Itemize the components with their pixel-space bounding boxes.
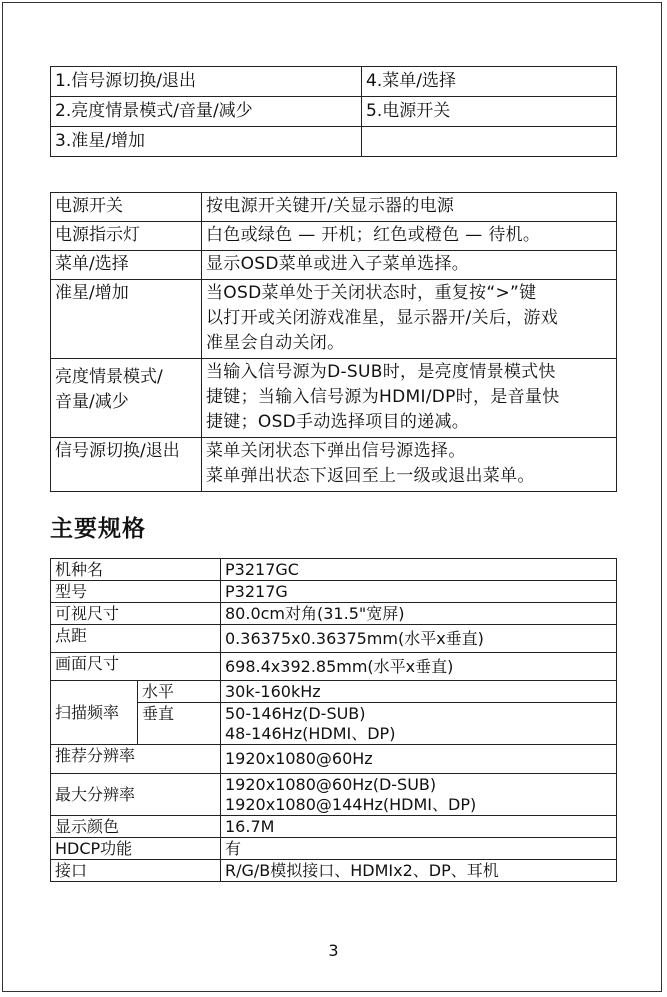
spec-value: 1920x1080@60Hz bbox=[221, 745, 617, 774]
table-row bbox=[51, 127, 617, 157]
table-row bbox=[51, 774, 617, 816]
specs-table bbox=[50, 558, 617, 882]
function-name: 准星/增加 bbox=[51, 280, 202, 359]
spec-value: P3217G bbox=[221, 581, 617, 603]
table-row bbox=[51, 438, 617, 492]
page-number: 3 bbox=[328, 941, 339, 960]
spec-label: 接口 bbox=[51, 860, 221, 882]
spec-value: 80.0cm对角(31.5"宽屏) bbox=[221, 603, 617, 625]
function-desc: 当OSD菜单处于关闭状态时，重复按“>”键 以打开或关闭游戏准星，显示器开/关后，游戏 准星会自动关闭。 bbox=[202, 280, 617, 359]
spec-label: 型号 bbox=[51, 581, 221, 603]
table-row bbox=[51, 559, 617, 581]
section-heading: 主要规格 bbox=[50, 516, 146, 542]
function-name: 菜单/选择 bbox=[51, 251, 202, 280]
function-desc: 显示OSD菜单或进入子菜单选择。 bbox=[202, 251, 617, 280]
spec-label: 可视尺寸 bbox=[51, 603, 221, 625]
table-row bbox=[51, 581, 617, 603]
table-cell: 4.菜单/选择 bbox=[362, 67, 617, 97]
table-row bbox=[51, 745, 617, 774]
table-row bbox=[51, 653, 617, 681]
table-row bbox=[51, 193, 617, 222]
table-row bbox=[51, 251, 617, 280]
table-row bbox=[51, 838, 617, 860]
table-row bbox=[51, 359, 617, 438]
spec-value: 50-146Hz(D-SUB) 48-146Hz(HDMI、DP) bbox=[221, 703, 617, 745]
spec-label: 最大分辨率 bbox=[51, 774, 221, 816]
table-row bbox=[51, 681, 617, 703]
function-name: 信号源切换/退出 bbox=[51, 438, 202, 492]
spec-label: HDCP功能 bbox=[51, 838, 221, 860]
spec-label: 机种名 bbox=[51, 559, 221, 581]
table-row bbox=[51, 860, 617, 882]
spec-label: 显示颜色 bbox=[51, 816, 221, 838]
spec-value: 有 bbox=[221, 838, 617, 860]
spec-value: 698.4x392.85mm(水平x垂直) bbox=[221, 653, 617, 681]
spec-sublabel: 垂直 bbox=[138, 703, 221, 745]
table-cell: 1.信号源切换/退出 bbox=[51, 67, 362, 97]
spec-sublabel: 水平 bbox=[138, 681, 221, 703]
table-cell bbox=[362, 127, 617, 157]
table-row bbox=[51, 816, 617, 838]
function-name: 电源开关 bbox=[51, 193, 202, 222]
function-desc: 按电源开关键开/关显示器的电源 bbox=[202, 193, 617, 222]
button-functions-table bbox=[50, 192, 617, 492]
table-cell: 2.亮度情景模式/音量/减少 bbox=[51, 97, 362, 127]
spec-label: 点距 bbox=[51, 625, 221, 653]
spec-value: P3217GC bbox=[221, 559, 617, 581]
table-row bbox=[51, 67, 617, 97]
spec-label: 扫描频率 bbox=[51, 681, 138, 745]
spec-label: 推荐分辨率 bbox=[51, 745, 221, 774]
function-desc: 白色或绿色 — 开机；红色或橙色 — 待机。 bbox=[202, 222, 617, 251]
table-row bbox=[51, 603, 617, 625]
function-name: 电源指示灯 bbox=[51, 222, 202, 251]
table-row bbox=[51, 625, 617, 653]
function-name: 亮度情景模式/ 音量/减少 bbox=[51, 359, 202, 438]
table-cell: 3.准星/增加 bbox=[51, 127, 362, 157]
table-cell: 5.电源开关 bbox=[362, 97, 617, 127]
spec-value: 16.7M bbox=[221, 816, 617, 838]
table-row bbox=[51, 97, 617, 127]
function-desc: 菜单关闭状态下弹出信号源选择。 菜单弹出状态下返回至上一级或退出菜单。 bbox=[202, 438, 617, 492]
spec-value: 0.36375x0.36375mm(水平x垂直) bbox=[221, 625, 617, 653]
spec-value: 1920x1080@60Hz(D-SUB) 1920x1080@144Hz(HDMI、DP) bbox=[221, 774, 617, 816]
spec-value: 30k-160kHz bbox=[221, 681, 617, 703]
table-row bbox=[51, 280, 617, 359]
function-desc: 当输入信号源为D-SUB时，是亮度情景模式快 捷键；当输入信号源为HDMI/DP时，是音量快 捷键；OSD手动选择项目的递减。 bbox=[202, 359, 617, 438]
spec-value: R/G/B模拟接口、HDMIx2、DP、耳机 bbox=[221, 860, 617, 882]
table-row bbox=[51, 222, 617, 251]
spec-label: 画面尺寸 bbox=[51, 653, 221, 681]
button-layout-table bbox=[50, 66, 617, 157]
